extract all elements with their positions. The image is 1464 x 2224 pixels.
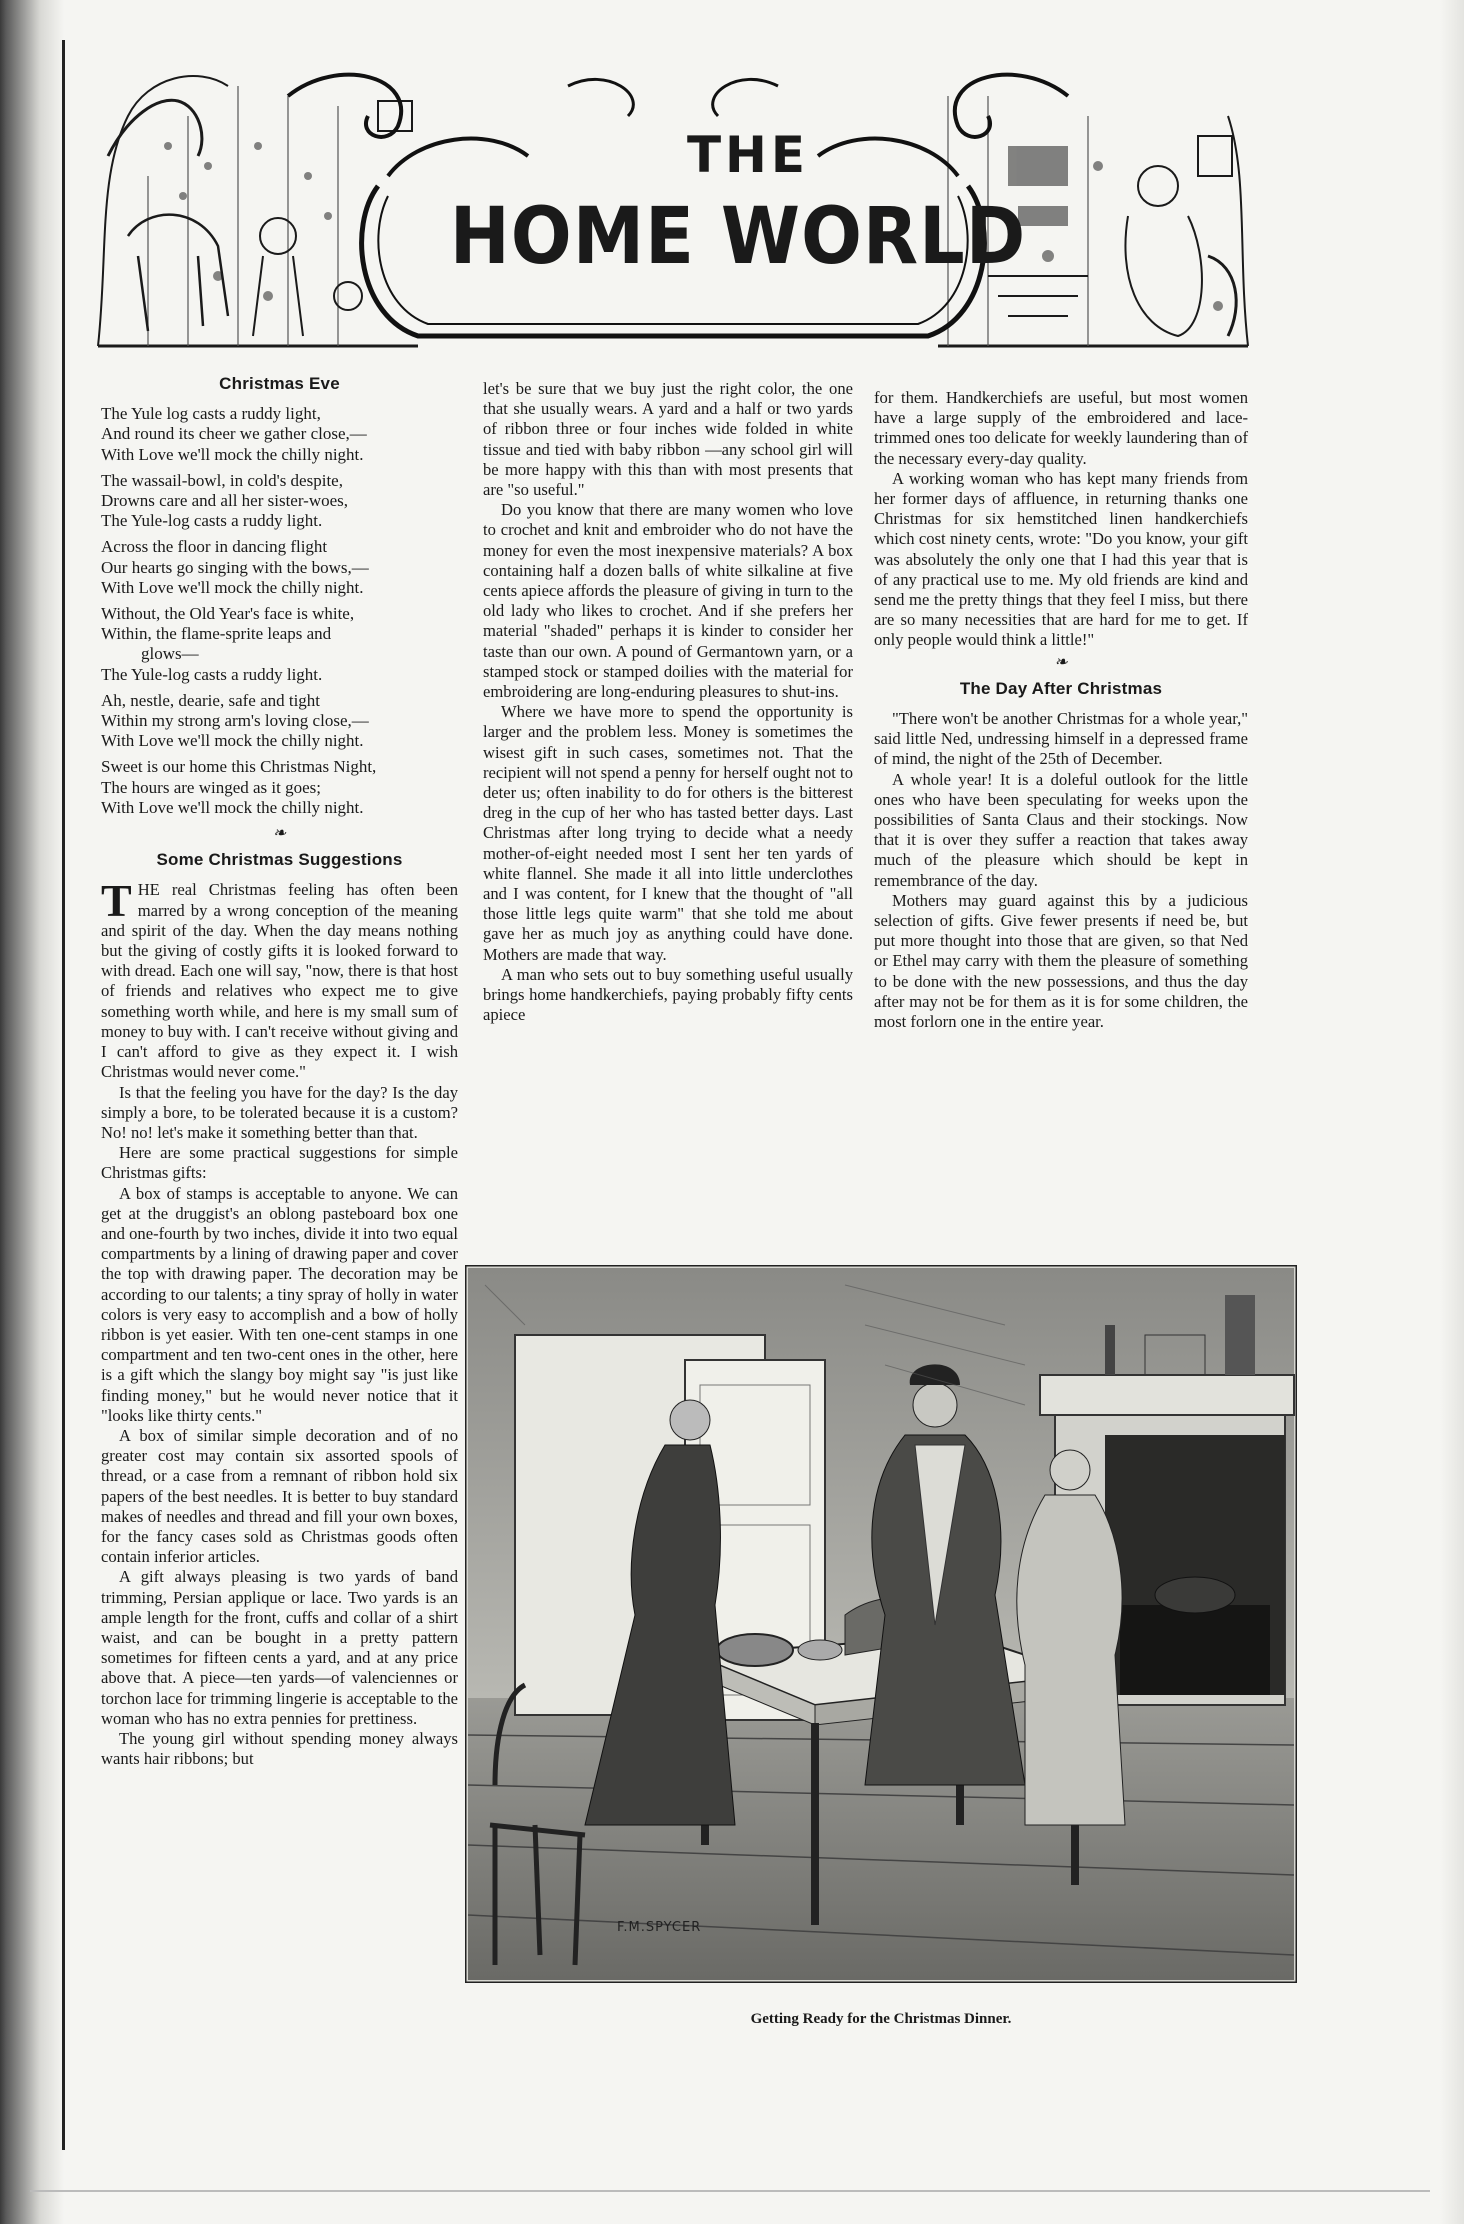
poem-body	[101, 404, 458, 818]
poem-stanza	[101, 691, 458, 752]
poem-line: The wassail-bowl, in cold's despite,	[101, 470, 343, 490]
article-paragraph: A working woman who has kept many friends from her former days of affluence, in returning thanks one Christmas for six hemstitched linen handkerchiefs which cost ninety cents, wrote: "Do you know, your gift was absolutely the only one that I had this year that is of any practical use to me. My old friends are kind and send me the pretty things that they feel I miss, but there are so many necessities that are hard for me to get. If only people would think a little!"	[874, 468, 1248, 650]
article-paragraph: Do you know that there are many women who love to crochet and knit and embroider who do not have the money for even the most inexpensive materials? A box containing half a dozen balls of white silkaline at five cents apiece affords the pleasure of giving in turn to the old lady who likes to crochet. And if she prefers her material "shaded" perhaps it is kinder to consider her taste than our own. A pound of Germantown yarn, or a stamped stock or stamped doilies with the material for embroidering are long-enduring pleasures to shut-ins.	[483, 500, 853, 702]
article-paragraph: Where we have more to spend the opportunity is larger and the problem less. Money is sometimes the wisest gift in such cases, sometimes not. That the recipient will not spend a penny for herself ought not to deter us; often inability to do for others is the bitterest dreg in the cup of her who has tasted better days. Last Christmas after long trying to decide what a needy mother-of-eight needed most I sent her ten yards of white flannel. She made it all into little underclothes and I was content, for I knew that the thought of "all those little legs quite warm" that she told me about gave her as much joy as anything could have done. Mothers are made that way.	[483, 702, 853, 964]
poem-line: Our hearts go singing with the bows,—	[101, 557, 369, 577]
poem-line: Without, the Old Year's face is white,	[101, 604, 355, 624]
poem-line: And round its cheer we gather close,—	[101, 424, 367, 444]
poem-line: Ah, nestle, dearie, safe and tight	[101, 690, 321, 710]
column-2	[483, 379, 853, 1026]
article-paragraph: A whole year! It is a doleful outlook for the little ones who have been speculating for weeks upon the possibilities of Santa Claus and their stockings. Now that it is over they suffer a reaction that takes away much of the pleasure which should be kept in remembrance of the day.	[874, 769, 1248, 890]
flourish-ornament: ❧	[272, 825, 287, 843]
page-right-edge	[1440, 0, 1464, 2224]
poem-line: With Love we'll mock the chilly night.	[101, 731, 364, 751]
poem-line: The Yule-log casts a ruddy light.	[101, 664, 323, 684]
column-3	[874, 388, 1248, 1032]
poem-line: The Yule-log casts a ruddy light.	[101, 511, 323, 531]
illustration-drawing	[465, 1265, 1297, 1983]
poem-title: Christmas Eve	[219, 374, 340, 393]
poem-line: Across the floor in dancing flight	[101, 537, 328, 557]
poem-stanza	[101, 471, 458, 532]
article-paragraph: The young girl without spending money always wants hair ribbons; but	[101, 1729, 458, 1769]
poem-line: Within, the flame-sprite leaps and	[101, 624, 332, 644]
column-1	[101, 368, 458, 1769]
article-paragraph: A man who sets out to buy something useful usually brings home handkerchiefs, paying probably fifty cents apiece	[483, 964, 853, 1025]
artist-signature: F.M.SPYCER	[617, 1920, 702, 1935]
poem-line: With Love we'll mock the chilly night.	[101, 444, 364, 464]
article-paragraph: Mothers may guard against this by a judicious selection of gifts. Give fewer presents if need be, but put more thought into those that are given, so that Ned or Ethel may carry with them the pleasure of something to be done with the new possessions, and thus the day after may not be for them as it is for some children, the most forlorn one in the entire year.	[874, 890, 1248, 1032]
poem-stanza	[101, 604, 458, 685]
poem-line: Sweet is our home this Christmas Night,	[101, 757, 377, 777]
poem-stanza	[101, 757, 458, 818]
paragraph-text: HE real Christmas feeling has often been marred by a wrong conception of the meaning and spirit of the day. When the day means nothing but the giving of costly gifts it is looked forward to with dread. Each one will say, "now, there is that host of friends and relatives who expect me to give something worth while, and here is my small sum of money to buy with. I can't receive without giving and I can't afford to give as they expect it. I wish Christmas would never come."	[101, 880, 458, 1082]
suggestions-title: Some Christmas Suggestions	[156, 850, 403, 870]
drop-cap: T	[101, 875, 132, 927]
masthead-the: THE	[686, 126, 810, 184]
kitchen-illustration	[465, 1265, 1297, 1983]
poem-stanza	[101, 537, 458, 598]
day-after-title: The Day After Christmas	[959, 678, 1163, 698]
poem-line: With Love we'll mock the chilly night.	[101, 577, 364, 597]
poem-line: The hours are winged as it goes;	[101, 777, 321, 797]
illustration-caption: Getting Ready for the Christmas Dinner.	[750, 2011, 1012, 2027]
poem-line: With Love we'll mock the chilly night.	[101, 797, 364, 817]
article-paragraph: "There won't be another Christmas for a whole year," said little Ned, undressing himself in a depressed frame of mind, the night of the 25th of December.	[874, 709, 1248, 769]
poem-stanza	[101, 404, 458, 465]
flourish-ornament: ❧	[1054, 653, 1068, 671]
bottom-rule	[30, 2190, 1430, 2192]
article-paragraph	[101, 875, 458, 1082]
poem-line: glows—	[141, 644, 199, 664]
masthead-title: HOME WORLD	[449, 192, 1027, 282]
column-rule	[62, 40, 65, 2150]
article-paragraph: A box of stamps is acceptable to anyone. We can get at the druggist's an oblong pasteboard box one and one-fourth by two inches, divide it into two equal compartments by a lining of drawing paper and cover the top with drawing paper. The decoration may be according to our talents; a tiny spray of holly in water colors is very easy to accomplish and a bow of holly ribbon is yet easier. With ten one-cent stamps in one compartment and ten two-cent ones in the other, here is a gift which the slangy boy might say "is just like finding money," but he would never notice that it "looks like thirty cents."	[101, 1183, 458, 1425]
poem-line: Drowns care and all her sister-woes,	[101, 491, 349, 511]
article-paragraph: Is that the feeling you have for the day? Is the day simply a bore, to be tolerated because it is a custom? No! no! let's make it something better than that.	[101, 1082, 458, 1142]
page-binding-edge	[0, 0, 64, 2224]
article-paragraph: A gift always pleasing is two yards of band trimming, Persian applique or lace. Two yards is an ample length for the front, cuffs and collar of a shirt waist, and can be bought in a pretty pattern sometimes for fifteen cents a yard, and at any price above that. A piece—ten yards—of valenciennes or torchon lace for trimming lingerie is acceptable to the woman who has no extra pennies for prettiness.	[101, 1567, 458, 1728]
poem-line: The Yule log casts a ruddy light,	[101, 404, 321, 424]
poem-line: Within my strong arm's loving close,—	[101, 711, 369, 731]
masthead-banner	[88, 56, 1256, 358]
article-paragraph: let's be sure that we buy just the right color, the one that she usually wears. A yard and a half or two yards of ribbon three or four inches wide folded in white tissue and tied with baby ribbon —any school girl will be more happy with this than with most presents that are "so useful."	[483, 379, 853, 500]
article-paragraph: Here are some practical suggestions for simple Christmas gifts:	[101, 1143, 458, 1183]
article-paragraph: for them. Handkerchiefs are useful, but most women have a large supply of the embroidered and lace-trimmed ones too delicate for weekly laundering than of the necessary every-day quality.	[874, 388, 1248, 468]
article-paragraph: A box of similar simple decoration and of no greater cost may contain six assorted spools of thread, or a case from a remnant of ribbon hold six papers of the best needles. It is better to buy standard makes of needles and thread and fill your own boxes, for the fancy cases sold as Christmas goods often contain inferior articles.	[101, 1425, 458, 1567]
